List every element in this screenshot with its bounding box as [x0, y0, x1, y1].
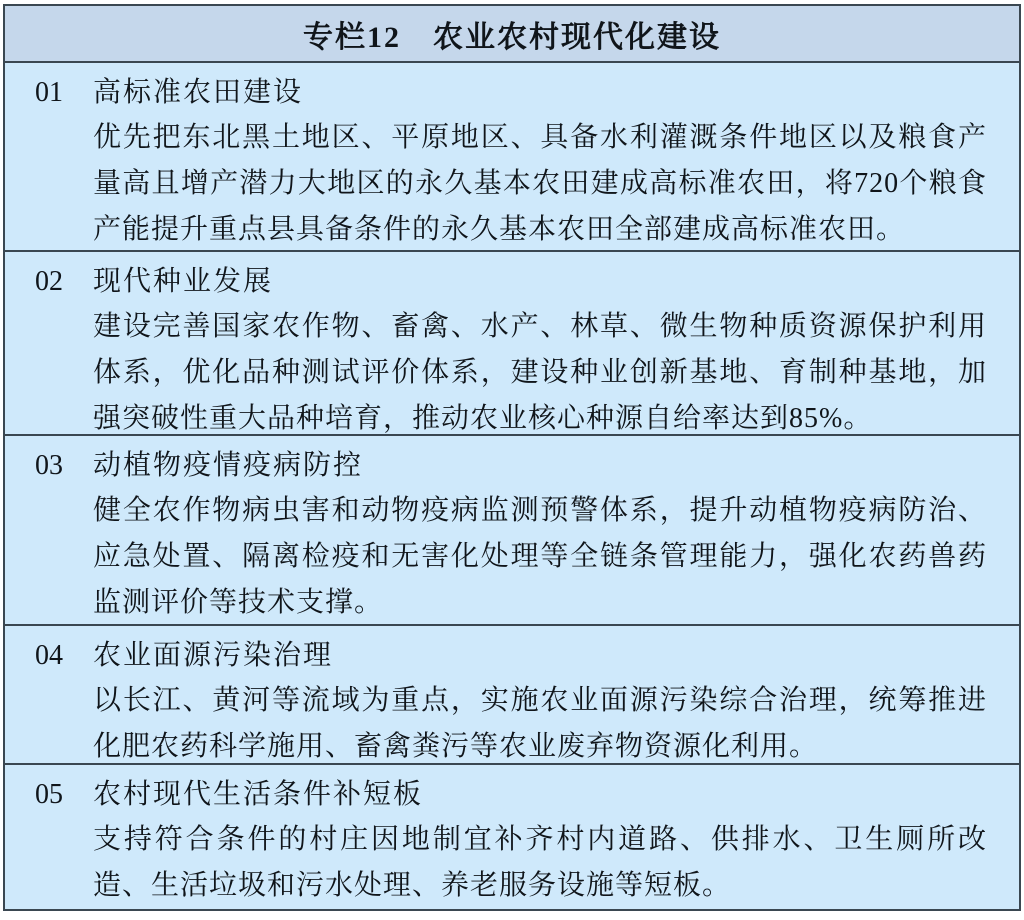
- section-number: 03: [35, 450, 63, 481]
- section-row-01: [5, 63, 1019, 252]
- section-number: 04: [35, 640, 63, 671]
- section-content: [93, 635, 1019, 763]
- column-box-panel: [3, 4, 1021, 911]
- section-title: 农村现代生活条件补短板: [93, 779, 424, 810]
- section-title: 农业面源污染治理: [93, 640, 334, 671]
- section-title: 高标准农田建设: [93, 77, 304, 108]
- section-row-02: [5, 252, 1019, 436]
- section-body: 优先把东北黑土地区、平原地区、具备水利灌溉条件地区以及粮食产量高且增产潜力大地区的永久基本农田建成高标准农田，将720个粮食产能提升重点县具备条件的永久基本农田全部建成高标准农田。: [93, 122, 987, 245]
- panel-header: [5, 6, 1019, 63]
- section-body: 支持符合条件的村庄因地制宜补齐村内道路、供排水、卫生厕所改造、生活垃圾和污水处理、养老服务设施等短板。: [93, 824, 987, 901]
- section-body: 以长江、黄河等流域为重点，实施农业面源污染综合治理，统筹推进化肥农药科学施用、畜禽粪污等农业废弃物资源化利用。: [93, 685, 987, 762]
- section-number: 01: [35, 77, 63, 108]
- section-content: [93, 445, 1019, 624]
- section-number: 02: [35, 266, 63, 297]
- section-content: [93, 72, 1019, 250]
- section-body: 建设完善国家农作物、畜禽、水产、林草、微生物种质资源保护利用体系，优化品种测试评价体系，建设种业创新基地、育制种基地，加强突破性重大品种培育，推动农业核心种源自给率达到85%。: [93, 311, 987, 434]
- section-title: 现代种业发展: [93, 266, 274, 297]
- section-content: [93, 261, 1019, 434]
- section-row-03: [5, 436, 1019, 626]
- section-body: 健全农作物病虫害和动物疫病监测预警体系，提升动植物疫病防治、应急处置、隔离检疫和无害化处理等全链条管理能力，强化农药兽药监测评价等技术支撑。: [93, 495, 987, 618]
- section-row-04: [5, 626, 1019, 765]
- section-row-05: [5, 765, 1019, 909]
- panel-title: 专栏12 农业农村现代化建设: [303, 20, 721, 54]
- section-number: 05: [35, 779, 63, 810]
- section-content: [93, 774, 1019, 909]
- section-title: 动植物疫情疫病防控: [93, 450, 364, 481]
